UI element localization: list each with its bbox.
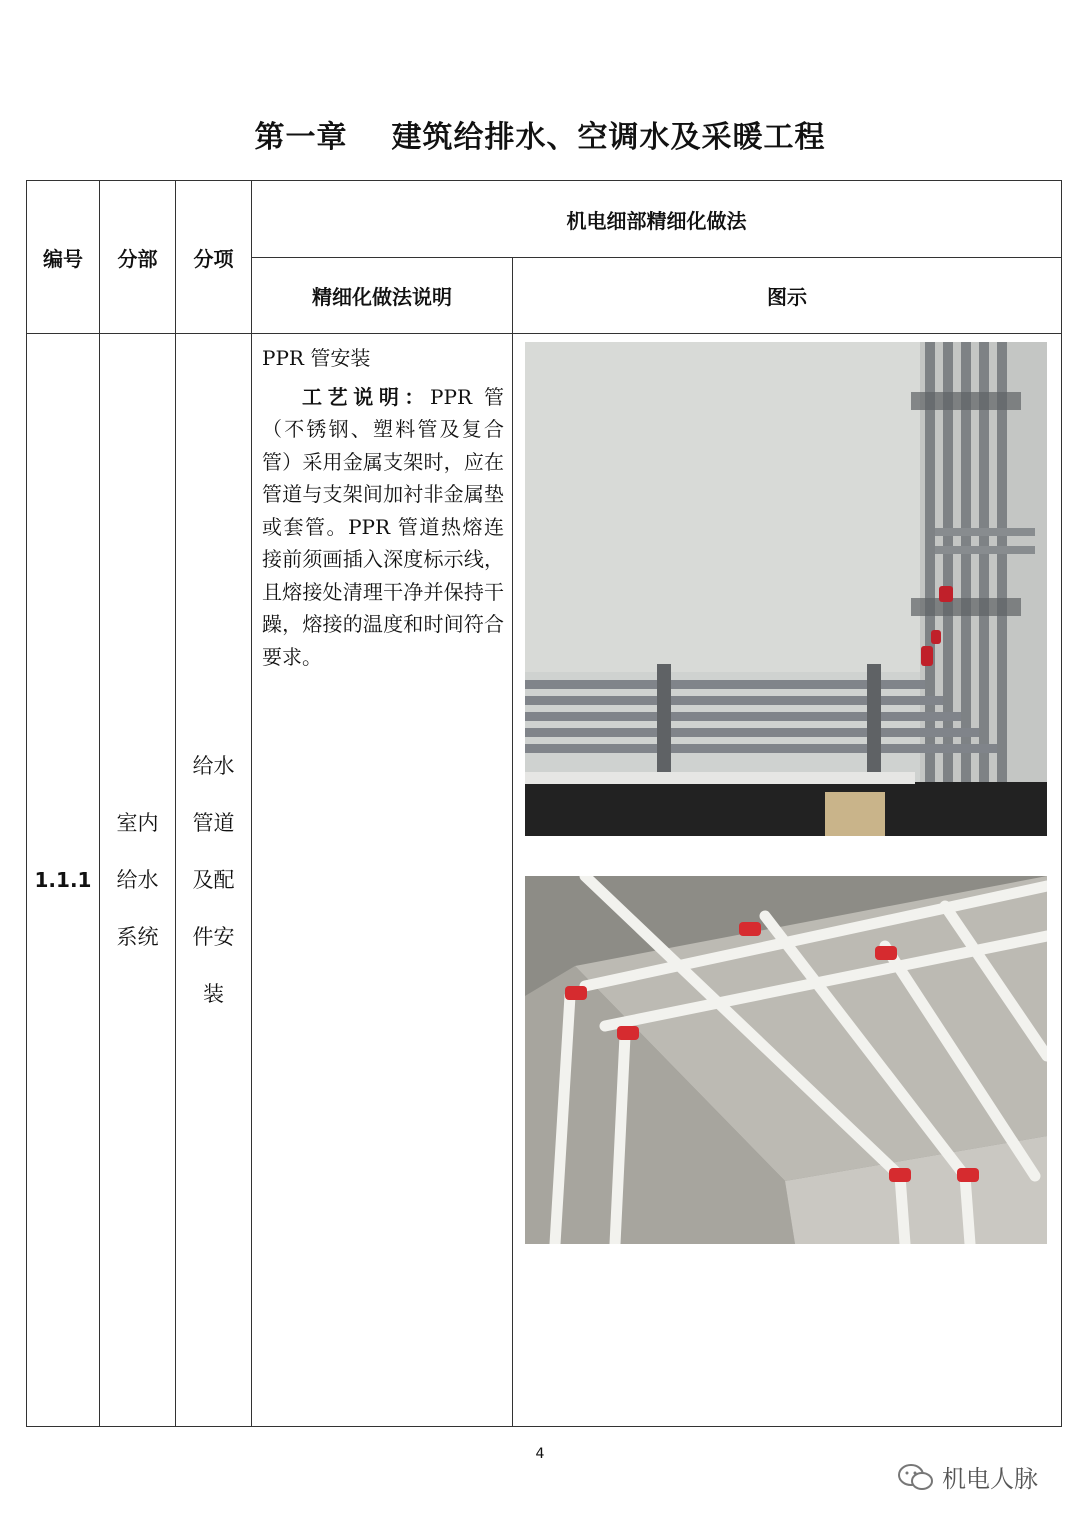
header-illustration: 图示 [513,258,1062,334]
watermark [896,1459,1038,1494]
description-paragraph [262,381,504,674]
gray-pipe-wall-photo [525,342,1047,836]
header-division: 分部 [100,181,176,334]
item-line: 及配 [192,867,235,892]
description-text: PPR 管（不锈钢、塑料管及复合管）采用金属支架时，应在管道与支架间加衬非金属垫或套管。PPR 管道热熔连接前须画插入深度标示线，且熔接处清理干净并保持干躁，熔接的温度和时间符合要求。 [262,384,504,669]
row-item [176,334,252,1427]
chapter-name: 建筑给排水、空调水及采暖工程 [391,120,826,155]
method-table [26,180,1062,1427]
row-illustration [513,334,1062,1427]
header-code: 编号 [27,181,100,334]
division-line: 给水 [116,867,159,892]
white-ppr-ceiling-photo [525,876,1047,1244]
row-division [100,334,176,1427]
page-number: 4 [535,1446,545,1462]
chapter-number: 第一章 [254,120,348,155]
description-label: 工艺说明： [302,384,431,409]
row-description [252,334,513,1427]
item-line: 管道 [192,810,235,835]
chapter-title [0,112,1080,156]
division-line: 系统 [116,924,159,949]
item-line: 件安 [192,924,235,949]
description-subtitle: PPR 管安装 [262,346,371,370]
division-line: 室内 [116,810,159,835]
watermark-text: 机电人脉 [942,1465,1038,1493]
row-code: 1.1.1 [27,334,100,1427]
item-line: 给水 [192,753,235,778]
header-description: 精细化做法说明 [252,258,513,334]
header-group: 机电细部精细化做法 [252,181,1062,258]
header-item: 分项 [176,181,252,334]
item-line: 装 [203,981,224,1006]
wechat-icon [896,1462,936,1492]
